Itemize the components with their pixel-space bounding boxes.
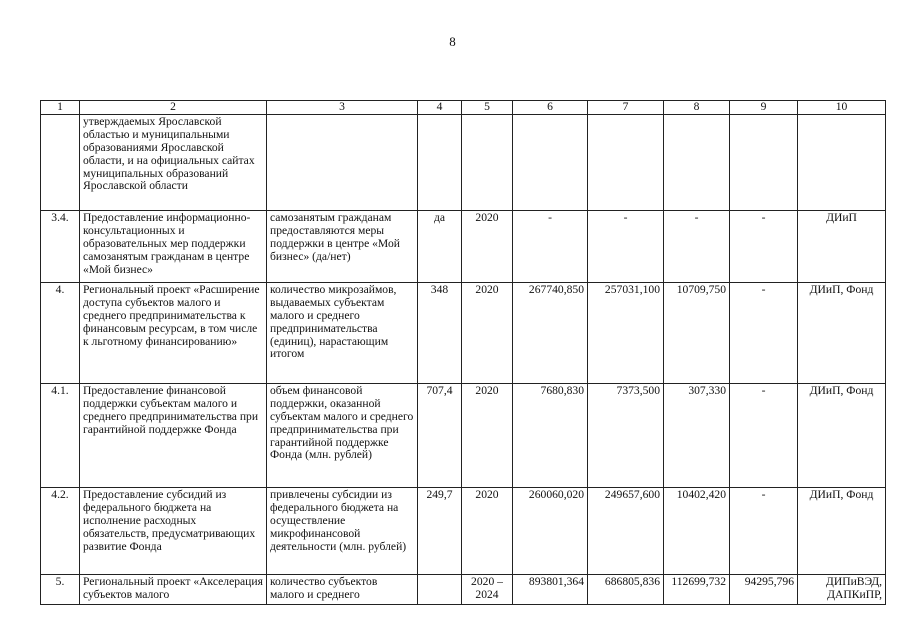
- indicator-value: 348: [418, 282, 462, 383]
- table-row: [41, 487, 886, 574]
- row-number: 4.1.: [41, 383, 80, 487]
- indicator: количество субъектов малого и среднего: [267, 574, 418, 604]
- indicator: привлечены субсидии из федерального бюджета на осуществление микрофинансовой деятельности (млн. рублей): [267, 487, 418, 574]
- indicator-value: [418, 574, 462, 604]
- page-number: 8: [449, 34, 456, 49]
- indicator: количество микрозаймов, выдаваемых субъектам малого и среднего предпринимательства (единиц), нарастающим итогом: [267, 282, 418, 383]
- header-cell: 10: [798, 101, 886, 115]
- amount-col6: 7680,830: [513, 383, 588, 487]
- amount-col9: -: [730, 210, 798, 282]
- table-row: [41, 114, 886, 210]
- amount-col6: -: [513, 210, 588, 282]
- header-cell: 9: [730, 101, 798, 115]
- amount-col9: -: [730, 282, 798, 383]
- executor: ДИиП, Фонд: [798, 383, 886, 487]
- amount-col8: [664, 114, 730, 210]
- executor: ДИиП: [798, 210, 886, 282]
- indicator: объем финансовой поддержки, оказанной субъектам малого и среднего предпринимательства при гарантийной поддержке Фонда (млн. рублей): [267, 383, 418, 487]
- indicator: самозанятым гражданам предоставляются меры поддержки в центре «Мой бизнес» (да/нет): [267, 210, 418, 282]
- row-number: [41, 114, 80, 210]
- year: 2020 – 2024: [462, 574, 513, 604]
- amount-col6: 267740,850: [513, 282, 588, 383]
- indicator-value: 249,7: [418, 487, 462, 574]
- amount-col7: 257031,100: [588, 282, 664, 383]
- amount-col9: -: [730, 487, 798, 574]
- measure-name: Региональный проект «Акселерация субъектов малого: [80, 574, 267, 604]
- amount-col7: 249657,600: [588, 487, 664, 574]
- amount-col7: 686805,836: [588, 574, 664, 604]
- table-row: [41, 383, 886, 487]
- header-cell: 2: [80, 101, 267, 115]
- row-number: 4.2.: [41, 487, 80, 574]
- header-cell: 3: [267, 101, 418, 115]
- row-number: 3.4.: [41, 210, 80, 282]
- executor: ДИиП, Фонд: [798, 487, 886, 574]
- indicator-value: 707,4: [418, 383, 462, 487]
- table-row: [41, 210, 886, 282]
- year: 2020: [462, 383, 513, 487]
- amount-col6: [513, 114, 588, 210]
- amount-col8: 10709,750: [664, 282, 730, 383]
- program-table: [40, 100, 886, 605]
- amount-col9: -: [730, 383, 798, 487]
- amount-col9: 94295,796: [730, 574, 798, 604]
- measure-name: Предоставление финансовой поддержки субъектам малого и среднего предпринимательства при гарантийной поддержке Фонда: [80, 383, 267, 487]
- amount-col6: 893801,364: [513, 574, 588, 604]
- executor: ДИПиВЭД, ДАПКиПР,: [798, 574, 886, 604]
- amount-col8: 10402,420: [664, 487, 730, 574]
- header-cell: 1: [41, 101, 80, 115]
- header-row: [41, 101, 886, 115]
- indicator-value: [418, 114, 462, 210]
- header-cell: 4: [418, 101, 462, 115]
- table-row: [41, 574, 886, 604]
- indicator-value: да: [418, 210, 462, 282]
- header-cell: 7: [588, 101, 664, 115]
- year: 2020: [462, 487, 513, 574]
- header-cell: 8: [664, 101, 730, 115]
- amount-col6: 260060,020: [513, 487, 588, 574]
- year: [462, 114, 513, 210]
- header-cell: 5: [462, 101, 513, 115]
- indicator: [267, 114, 418, 210]
- measure-name: Предоставление субсидий из федерального бюджета на исполнение расходных обязательств, предусматривающих развитие Фонда: [80, 487, 267, 574]
- row-number: 4.: [41, 282, 80, 383]
- executor: [798, 114, 886, 210]
- amount-col7: 7373,500: [588, 383, 664, 487]
- measure-name: утверждаемых Ярославской областью и муниципальными образованиями Ярославской области, и на официальных сайтах муниципальных образований Ярославской области: [80, 114, 267, 210]
- measure-name: Предоставление информационно-консультационных и образовательных мер поддержки самозанятым гражданам в центре «Мой бизнес»: [80, 210, 267, 282]
- year: 2020: [462, 210, 513, 282]
- amount-col8: -: [664, 210, 730, 282]
- measure-name: Региональный проект «Расширение доступа субъектов малого и среднего предпринимательства к финансовым ресурсам, в том числе к льготному финансированию»: [80, 282, 267, 383]
- amount-col8: 307,330: [664, 383, 730, 487]
- amount-col7: [588, 114, 664, 210]
- header-cell: 6: [513, 101, 588, 115]
- amount-col9: [730, 114, 798, 210]
- year: 2020: [462, 282, 513, 383]
- amount-col7: -: [588, 210, 664, 282]
- row-number: 5.: [41, 574, 80, 604]
- executor: ДИиП, Фонд: [798, 282, 886, 383]
- amount-col8: 112699,732: [664, 574, 730, 604]
- table-row: [41, 282, 886, 383]
